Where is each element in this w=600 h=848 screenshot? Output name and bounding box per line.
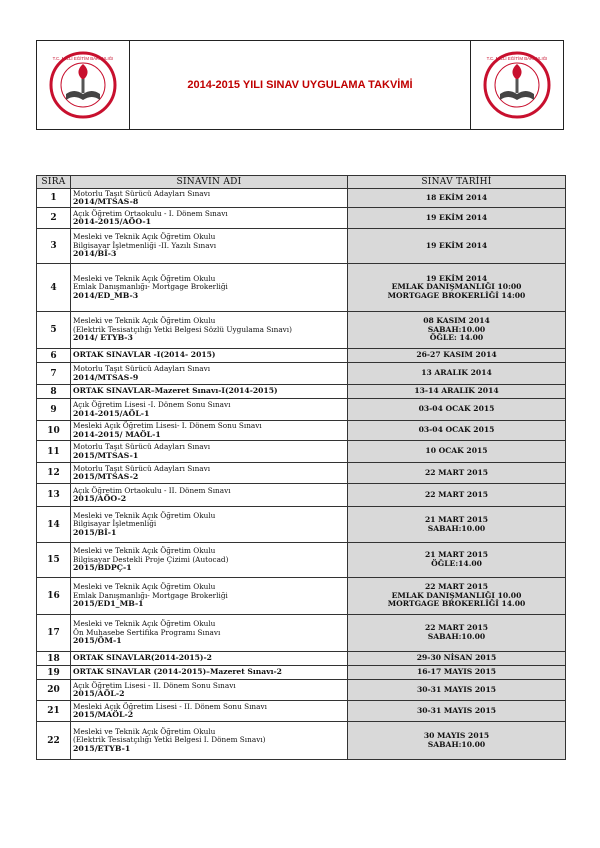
table-row	[37, 543, 566, 578]
exam-code: 2014/ED_MB-3	[73, 290, 139, 300]
column-header-name: SINAVIN ADI	[71, 176, 348, 189]
exam-date-line: 19 EKİM 2014	[425, 273, 488, 283]
exam-name	[71, 484, 348, 507]
exam-date-line: MORTGAGE BROKERLİĞİ 14.00	[387, 599, 526, 609]
exam-date	[348, 189, 566, 208]
exam-code: 2015/ETYB-1	[73, 743, 131, 753]
exam-description-line: Mesleki Açık Öğretim Lisesi- I. Dönem Sonu Sınavı	[73, 421, 262, 430]
exam-date	[348, 615, 566, 652]
row-number: 16	[37, 578, 71, 615]
exam-description-line: Motorlu Taşıt Sürücü Adayları Sınavı	[73, 364, 211, 373]
table-row	[37, 421, 566, 441]
document-header	[36, 40, 564, 130]
row-number: 2	[37, 208, 71, 229]
exam-name	[71, 666, 348, 680]
exam-description-line: Açık Öğretim Lisesi -I. Dönem Sonu Sınavı	[73, 400, 231, 409]
exam-description-line: Mesleki ve Teknik Açık Öğretim Okulu	[73, 726, 216, 736]
exam-code: 2015/BDPÇ-1	[73, 563, 132, 573]
exam-name	[71, 264, 348, 312]
exam-description-line: Mesleki ve Teknik Açık Öğretim Okulu	[73, 273, 216, 283]
exam-date-line: MORTGAGE BROKERLİĞİ 14:00	[387, 290, 526, 300]
table-row	[37, 208, 566, 229]
exam-date	[348, 701, 566, 722]
table-row	[37, 652, 566, 666]
exam-date	[348, 680, 566, 701]
exam-name	[71, 399, 348, 421]
exam-code: 2014-2015/ MAÖL-1	[73, 429, 161, 439]
exam-date-line: EMLAK DANIŞMANLIĞI 10:00	[391, 282, 522, 292]
row-number: 8	[37, 385, 71, 399]
table-row	[37, 399, 566, 421]
row-number: 4	[37, 264, 71, 312]
exam-date	[348, 385, 566, 399]
exam-date-line: 10 OCAK 2015	[425, 446, 488, 456]
row-number: 19	[37, 666, 71, 680]
exam-date-line: SABAH:10.00	[427, 324, 486, 334]
table-row	[37, 666, 566, 680]
row-number: 1	[37, 189, 71, 208]
exam-name	[71, 421, 348, 441]
row-number: 7	[37, 363, 71, 385]
exam-date	[348, 463, 566, 484]
exam-date-line: 21 MART 2015	[424, 550, 489, 560]
column-header-sira: SIRA	[37, 176, 71, 189]
exam-code: 2015/AÖO-2	[73, 494, 127, 503]
row-number: 12	[37, 463, 71, 484]
table-row	[37, 701, 566, 722]
row-number: 14	[37, 507, 71, 543]
exam-date	[348, 264, 566, 312]
exam-code: 2015/Bİ-1	[73, 527, 117, 537]
exam-date-line: 03-04 OCAK 2015	[418, 425, 495, 435]
exam-date-line: 22 MART 2015	[424, 623, 489, 633]
row-number: 22	[37, 722, 71, 760]
exam-date-line: 03-04 OCAK 2015	[418, 404, 495, 414]
exam-description-line: Emlak Danışmanlığı- Mortgage Brokerliği	[73, 282, 228, 292]
exam-description-line: Mesleki ve Teknik Açık Öğretim Okulu	[73, 316, 216, 326]
table-row	[37, 463, 566, 484]
exam-name	[71, 722, 348, 760]
exam-name	[71, 543, 348, 578]
exam-date-line: 30-31 MAYIS 2015	[416, 705, 497, 715]
exam-date-line: 08 KASIM 2014	[423, 316, 490, 326]
exam-description-line: Açık Öğretim Ortaokulu - I. Dönem Sınavı	[73, 208, 228, 218]
exam-name	[71, 229, 348, 264]
table-header-row	[37, 176, 566, 189]
table-row	[37, 264, 566, 312]
exam-date-line: ÖĞLE:14.00	[431, 559, 482, 568]
exam-code: 2014-2015/AÖL-1	[73, 408, 150, 418]
exam-date	[348, 578, 566, 615]
table-row	[37, 507, 566, 543]
exam-title-bold: ORTAK SINAVLAR (2014-2015)–Mazeret Sınavı-2	[73, 667, 282, 677]
row-number: 6	[37, 349, 71, 363]
exam-code: 2015/ED1_MB-1	[73, 599, 144, 609]
table-row	[37, 385, 566, 399]
exam-date	[348, 312, 566, 349]
table-row	[37, 312, 566, 349]
row-number: 13	[37, 484, 71, 507]
exam-name	[71, 615, 348, 652]
table-row	[37, 722, 566, 760]
exam-date-line: SABAH:10.00	[427, 739, 486, 749]
exam-code: 2014/Bİ-3	[73, 249, 117, 259]
exam-code: 2014/MTSAS-8	[73, 197, 139, 206]
exam-date-line: 30 MAYIS 2015	[423, 730, 490, 740]
exam-date-line: EMLAK DANIŞMANLIĞI 10.00	[391, 590, 522, 600]
exam-description-line: (Elektrik Tesisatçılığı Yetki Belgesi I. Dönem Sınavı)	[73, 735, 266, 745]
table-row	[37, 349, 566, 363]
column-header-date: SINAV TARİHİ	[348, 176, 566, 189]
exam-description-line: Mesleki ve Teknik Açık Öğretim Okulu	[73, 619, 216, 629]
row-number: 18	[37, 652, 71, 666]
exam-date	[348, 484, 566, 507]
exam-code: 2015/AÖL-2	[73, 689, 125, 698]
exam-description-line: Mesleki ve Teknik Açık Öğretim Okulu	[73, 582, 216, 592]
exam-description-line: Emlak Danışmanlığı- Mortgage Brokerliği	[73, 590, 228, 600]
table-row	[37, 441, 566, 463]
exam-date-line: 21 MART 2015	[424, 514, 489, 524]
exam-name	[71, 385, 348, 399]
row-number: 9	[37, 399, 71, 421]
exam-description-line: Ön Muhasebe Sertifika Programı Sınavı	[73, 627, 221, 637]
exam-date	[348, 543, 566, 578]
exam-date-line: 19 EKİM 2014	[425, 212, 488, 222]
exam-date-line: 29-30 NİSAN 2015	[416, 653, 497, 663]
exam-date-line: SABAH:10.00	[427, 632, 486, 641]
exam-name	[71, 680, 348, 701]
exam-name	[71, 312, 348, 349]
row-number: 20	[37, 680, 71, 701]
exam-date-line: 26-27 KASIM 2014	[416, 350, 497, 360]
logo-caption: T.C. MİLLİ EĞİTİM BAKANLIĞI	[52, 56, 114, 61]
exam-date-line: 16-17 MAYIS 2015	[416, 667, 497, 677]
exam-date	[348, 208, 566, 229]
table-row	[37, 615, 566, 652]
exam-description-line: Mesleki ve Teknik Açık Öğretim Okulu	[73, 546, 216, 556]
exam-date-line: 22 MART 2015	[424, 582, 489, 592]
page-title: 2014-2015 YILI SINAV UYGULAMA TAKVİMİ	[187, 79, 413, 91]
exam-name	[71, 507, 348, 543]
table-row	[37, 484, 566, 507]
exam-name	[71, 652, 348, 666]
meb-logo-icon	[48, 50, 118, 120]
exam-date	[348, 722, 566, 760]
exam-date	[348, 507, 566, 543]
exam-name	[71, 208, 348, 229]
exam-date	[348, 349, 566, 363]
row-number: 11	[37, 441, 71, 463]
exam-name	[71, 463, 348, 484]
exam-title-bold: ORTAK SINAVLAR–Mazeret Sınavı-I(2014-2015)	[73, 386, 278, 396]
row-number: 17	[37, 615, 71, 652]
exam-name	[71, 363, 348, 385]
exam-code: 2015/MTSAS-2	[73, 472, 139, 481]
table-row	[37, 363, 566, 385]
exam-name	[71, 578, 348, 615]
exam-name	[71, 349, 348, 363]
exam-description-line: Mesleki ve Teknik Açık Öğretim Okulu	[73, 232, 216, 242]
exam-name	[71, 701, 348, 722]
exam-date	[348, 652, 566, 666]
exam-description-line: Motorlu Taşıt Sürücü Adayları Sınavı	[73, 442, 211, 451]
exam-date-line: ÖĞLE: 14.00	[429, 333, 484, 343]
row-number: 3	[37, 229, 71, 264]
logo-cell-right	[470, 41, 563, 129]
exam-date-line: 19 EKİM 2014	[425, 240, 488, 250]
exam-description-line: Motorlu Taşıt Sürücü Adayları Sınavı	[73, 188, 211, 198]
exam-title-bold: ORTAK SINAVLAR(2014-2015)-2	[73, 653, 212, 663]
exam-date	[348, 421, 566, 441]
exam-date-line: 13-14 ARALIK 2014	[414, 386, 499, 396]
exam-code: 2015/MAÖL-2	[73, 710, 134, 719]
exam-date	[348, 441, 566, 463]
exam-description-line: Mesleki ve Teknik Açık Öğretim Okulu	[73, 510, 216, 520]
exam-title-bold: ORTAK SINAVLAR -I(2014- 2015)	[73, 350, 216, 360]
row-number: 10	[37, 421, 71, 441]
row-number: 5	[37, 312, 71, 349]
exam-description-line: Bilgisayar İşletmenliği -II. Yazılı Sınavı	[73, 240, 217, 250]
table-row	[37, 578, 566, 615]
meb-logo-icon	[482, 50, 552, 120]
exam-description-line: Bilgisayar Destekli Proje Çizimi (Autocad)	[73, 554, 229, 564]
exam-date-line: 18 EKİM 2014	[425, 192, 488, 202]
exam-description-line: Mesleki Açık Öğretim Lisesi - II. Dönem Sonu Sınavı	[73, 701, 267, 711]
exam-name	[71, 441, 348, 463]
exam-code: 2015/ÖM-1	[73, 636, 122, 646]
exam-name	[71, 189, 348, 208]
exam-date	[348, 666, 566, 680]
exam-date-line: 22 MART 2015	[424, 489, 489, 499]
exam-code: 2014/MTSAS-9	[73, 372, 139, 382]
logo-caption: T.C. MİLLİ EĞİTİM BAKANLIĞI	[486, 56, 548, 61]
exam-date	[348, 399, 566, 421]
exam-date-line: 22 MART 2015	[424, 467, 489, 477]
exam-date	[348, 229, 566, 264]
table-row	[37, 229, 566, 264]
row-number: 21	[37, 701, 71, 722]
table-row	[37, 680, 566, 701]
row-number: 15	[37, 543, 71, 578]
exam-description-line: Açık Öğretim Lisesi - II. Dönem Sonu Sınavı	[73, 680, 236, 690]
exam-date-line: 30-31 MAYIS 2015	[416, 684, 497, 694]
exam-date	[348, 363, 566, 385]
exam-schedule-table	[36, 175, 566, 760]
exam-date-line: SABAH:10.00	[427, 523, 486, 533]
exam-description-line: Açık Öğretim Ortaokulu - II. Dönem Sınavı	[73, 485, 231, 495]
exam-description-line: (Elektrik Tesisatçılığı Yetki Belgesi Sözlü Uygulama Sınavı)	[73, 324, 292, 334]
exam-description-line: Motorlu Taşıt Sürücü Adayları Sınavı	[73, 463, 211, 473]
exam-code: 2014/ ETYB-3	[73, 333, 133, 343]
exam-code: 2014-2015/AÖO-1	[73, 217, 152, 226]
table-body	[37, 189, 566, 760]
exam-date-line: 13 ARALIK 2014	[421, 368, 492, 378]
logo-cell-left	[37, 41, 130, 129]
exam-description-line: Bilgisayar İşletmenliği	[73, 519, 157, 529]
table-row	[37, 189, 566, 208]
exam-code: 2015/MTSAS-1	[73, 450, 139, 460]
